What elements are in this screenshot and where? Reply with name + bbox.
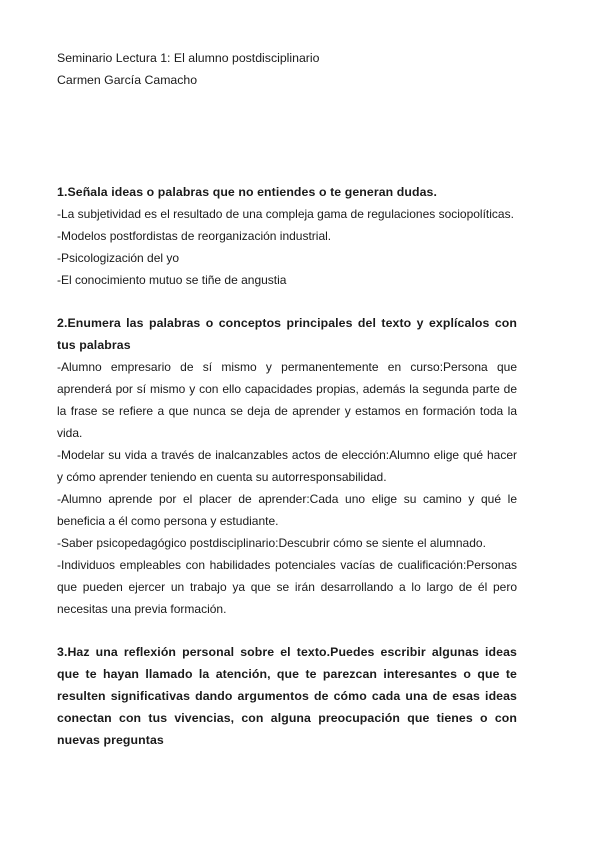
- doubt-item: -La subjetividad es el resultado de una compleja gama de regulaciones sociopolíticas.: [57, 207, 514, 221]
- section-concepts: [57, 312, 517, 620]
- document-title: Seminario Lectura 1: El alumno postdisciplinario: [57, 51, 320, 65]
- concept-item: -Alumno empresario de sí mismo y permanentemente en curso:Persona que aprenderá por sí mismo y con ello capacidades propias, además la segunda parte de la frase se refiere a que nunca se deja de aprender y estamos en formación toda la vida.: [57, 360, 517, 440]
- doubt-item: -Modelos postfordistas de reorganización industrial.: [57, 229, 332, 243]
- concept-item: -Modelar su vida a través de inalcanzables actos de elección:Alumno elige qué hacer y cómo aprender teniendo en cuenta su autorresponsabilidad.: [57, 448, 517, 484]
- concept-item: -Individuos empleables con habilidades potenciales vacías de cualificación:Personas que pueden ejercer un trabajo ya que se irán desarrollando a lo largo de él pero necesitas una previa formación.: [57, 558, 517, 616]
- doubt-item: -El conocimiento mutuo se tiñe de angustia: [57, 273, 287, 287]
- section-reflection: [57, 641, 517, 751]
- section-doubts-heading: 1.Señala ideas o palabras que no entiendes o te generan dudas.: [57, 185, 437, 199]
- section-concepts-heading: 2.Enumera las palabras o conceptos principales del texto y explícalos con tus palabras: [57, 316, 517, 352]
- document-header: [57, 47, 537, 91]
- doubt-item: -Psicologización del yo: [57, 251, 180, 265]
- section-reflection-heading: 3.Haz una reflexión personal sobre el texto.Puedes escribir algunas ideas que te hayan llamado la atención, que te parezcan interesantes o que te resulten significativas dando argumentos de cómo cada una de esas ideas conectan con tus vivencias, con alguna preocupación que tienes o con nuevas preguntas: [57, 645, 517, 747]
- document-body: [57, 181, 517, 772]
- document-author: Carmen García Camacho: [57, 73, 198, 87]
- concept-item: -Saber psicopedagógico postdisciplinario:Descubrir cómo se siente el alumnado.: [57, 536, 486, 550]
- section-doubts: [57, 181, 517, 291]
- concept-item: -Alumno aprende por el placer de aprender:Cada uno elige su camino y qué le beneficia a él como persona y estudiante.: [57, 492, 517, 528]
